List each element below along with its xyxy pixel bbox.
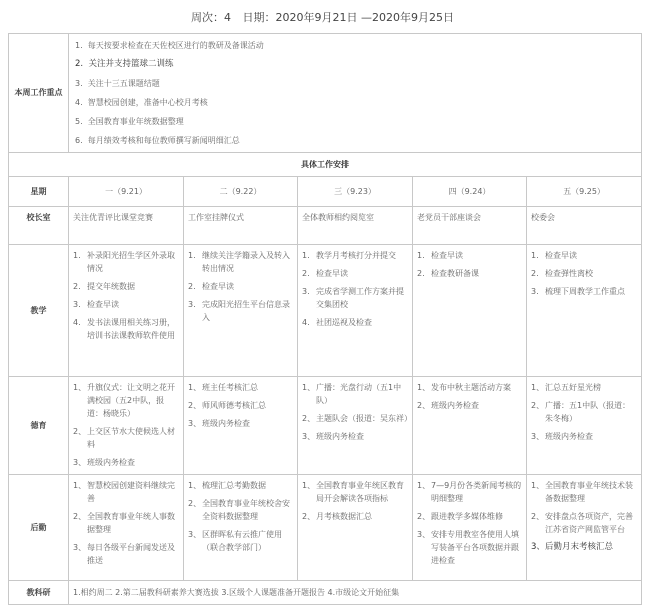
task-item: 2、 广播：五1中队（报道：朱冬梅） (531, 401, 631, 423)
task-item: 1. 补录阳光招生学区外录取情况 (73, 251, 175, 273)
weekly-focus-label: 本周工作重点 (9, 34, 69, 153)
moral-wednesday (298, 377, 413, 475)
research-text: 1.相约周二 2.第二届教科研素养大赛选拔 3.区级个人课题准备开题报告 4.市级论文开始征集 (69, 581, 642, 605)
principal-monday: 关注优青评比课堂竞赛 (69, 207, 184, 245)
teaching-friday (527, 245, 642, 377)
task-item: 3、 班级内务检查 (302, 432, 364, 441)
task-item: 1、 全国教育事业年统区教育局开会解读各项指标 (302, 481, 404, 503)
task-item: 2、 月考核数据汇总 (302, 512, 372, 521)
logistics-thursday (413, 475, 527, 581)
task-item: 1. 检查早读 (531, 251, 577, 260)
task-item: 2、 主题队会（报道：吴东祥） (302, 414, 412, 423)
task-item: 3. 完成阳光招生平台信息录入 (188, 300, 290, 322)
task-item: 2、 全国教育事业年统人事数据整理 (73, 512, 175, 534)
task-item: 2、 师风师德考核汇总 (188, 401, 266, 410)
logistics-friday (527, 475, 642, 581)
moral-monday (69, 377, 184, 475)
section-header-row (9, 153, 642, 177)
focus-item: 6. 每月绩效考核和每位教师撰写新闻明细汇总 (75, 136, 240, 145)
task-item: 2. 检查早读 (188, 282, 234, 291)
day-wednesday: 三（9.23） (298, 177, 413, 207)
teaching-thursday (413, 245, 527, 377)
focus-item: 4. 智慧校园创建，准备中心校月考核 (75, 98, 208, 107)
teaching-row (9, 245, 642, 377)
task-item: 1、 全国教育事业年统技术装备数据整理 (531, 481, 633, 503)
task-item: 1、 班主任考核汇总 (188, 383, 258, 392)
teaching-tuesday (184, 245, 298, 377)
task-item: 3、 每日各级平台新闻发送及推送 (73, 543, 175, 565)
research-row (9, 581, 642, 605)
day-tuesday: 二（9.22） (184, 177, 298, 207)
moral-row (9, 377, 642, 475)
principal-label: 校长室 (9, 207, 69, 245)
task-item: 2. 检查教研备课 (417, 269, 479, 278)
principal-row (9, 207, 642, 245)
principal-wednesday: 全体教师相约阅览室 (298, 207, 413, 245)
date-range: 日期：2020年9月21日 —2020年9月25日 (242, 11, 454, 24)
section-title: 具体工作安排 (9, 153, 642, 177)
task-item: 3、 班级内务检查 (531, 432, 593, 441)
logistics-row (9, 475, 642, 581)
teaching-wednesday (298, 245, 413, 377)
task-item: 4. 社团巡视及检查 (302, 318, 372, 327)
task-item: 1、 广播：光盘行动（五1中队） (302, 383, 402, 405)
logistics-label: 后勤 (9, 475, 69, 581)
moral-thursday (413, 377, 527, 475)
moral-tuesday (184, 377, 298, 475)
task-item: 4. 发书法课用相关练习册，培训书法课教师软件使用 (73, 318, 175, 340)
focus-item: 2. 关注并支持篮球二训练 (75, 59, 174, 69)
weekday-label: 星期 (9, 177, 69, 207)
moral-label: 德育 (9, 377, 69, 475)
schedule-title (0, 9, 645, 25)
task-item: 1、 升旗仪式：让文明之花开满校园（五2中队，报道：杨晓乐） (73, 383, 175, 418)
principal-friday: 校委会 (527, 207, 642, 245)
weekly-schedule-table (8, 33, 642, 605)
task-item: 2. 检查早读 (302, 269, 348, 278)
moral-friday (527, 377, 642, 475)
task-item: 1、 7—9月份各类新闻考核的明细整理 (417, 481, 522, 503)
day-monday: 一（9.21） (69, 177, 184, 207)
task-item: 2. 检查弹性离校 (531, 269, 593, 278)
task-item: 3. 检查早读 (73, 300, 119, 309)
teaching-label: 教学 (9, 245, 69, 377)
task-item: 3、 班级内务检查 (73, 458, 135, 467)
task-item: 3、 区群晖私有云推广使用（联合教学部门） (188, 530, 282, 552)
task-item: 2、 班级内务检查 (417, 401, 479, 410)
task-item: 1、 智慧校园创建资料继续完善 (73, 481, 175, 503)
weekly-focus-list (75, 34, 637, 152)
task-item: 1. 教学月考核打分并提交 (302, 251, 396, 260)
weekly-focus-cell (69, 34, 642, 153)
task-item: 2、 安排盘点各项资产，完善江苏省资产网监管平台 (531, 512, 633, 534)
task-item: 3. 梳理下周教学工作重点 (531, 287, 625, 296)
principal-thursday: 老党员干部座谈会 (413, 207, 527, 245)
teaching-monday (69, 245, 184, 377)
weekly-focus-row (9, 34, 642, 153)
task-item: 1、 梳理汇总考勤数据 (188, 481, 266, 490)
week-number: 周次：4 (191, 11, 231, 24)
day-thursday: 四（9.24） (413, 177, 527, 207)
task-item: 3、 班级内务检查 (188, 419, 250, 428)
logistics-wednesday (298, 475, 413, 581)
task-item: 2、 全国教育事业年统校舍安全资料数据整理 (188, 499, 290, 521)
task-item: 1. 检查早读 (417, 251, 463, 260)
task-item: 2、 上交区节水大使候选人材料 (73, 427, 175, 449)
focus-item: 1. 每天按要求检查在天佐校区进行的教研及备课活动 (75, 41, 264, 50)
task-item: 2、 跟进教学多媒体维修 (417, 512, 503, 521)
task-item: 1. 继续关注学籍录入及转入转出情况 (188, 251, 290, 273)
logistics-monday (69, 475, 184, 581)
task-item: 1、 发布中秋主题活动方案 (417, 383, 511, 392)
task-item: 3、 安排专用教室各使用人填写装备平台各项数据并跟进检查 (417, 530, 519, 565)
day-friday: 五（9.25） (527, 177, 642, 207)
task-item: 3. 完成省学测工作方案并提交集团校 (302, 287, 404, 309)
research-label: 教科研 (9, 581, 69, 605)
focus-item: 3. 关注十三五课题结题 (75, 79, 160, 88)
focus-item: 5. 全国教育事业年统数据整理 (75, 117, 184, 126)
principal-tuesday: 工作室挂牌仪式 (184, 207, 298, 245)
task-item: 2. 提交年统数据 (73, 282, 135, 291)
task-item: 1、 汇总五好星光榜 (531, 383, 601, 392)
task-item: 3、 后勤月末考核汇总 (531, 542, 614, 552)
logistics-tuesday (184, 475, 298, 581)
weekday-row (9, 177, 642, 207)
